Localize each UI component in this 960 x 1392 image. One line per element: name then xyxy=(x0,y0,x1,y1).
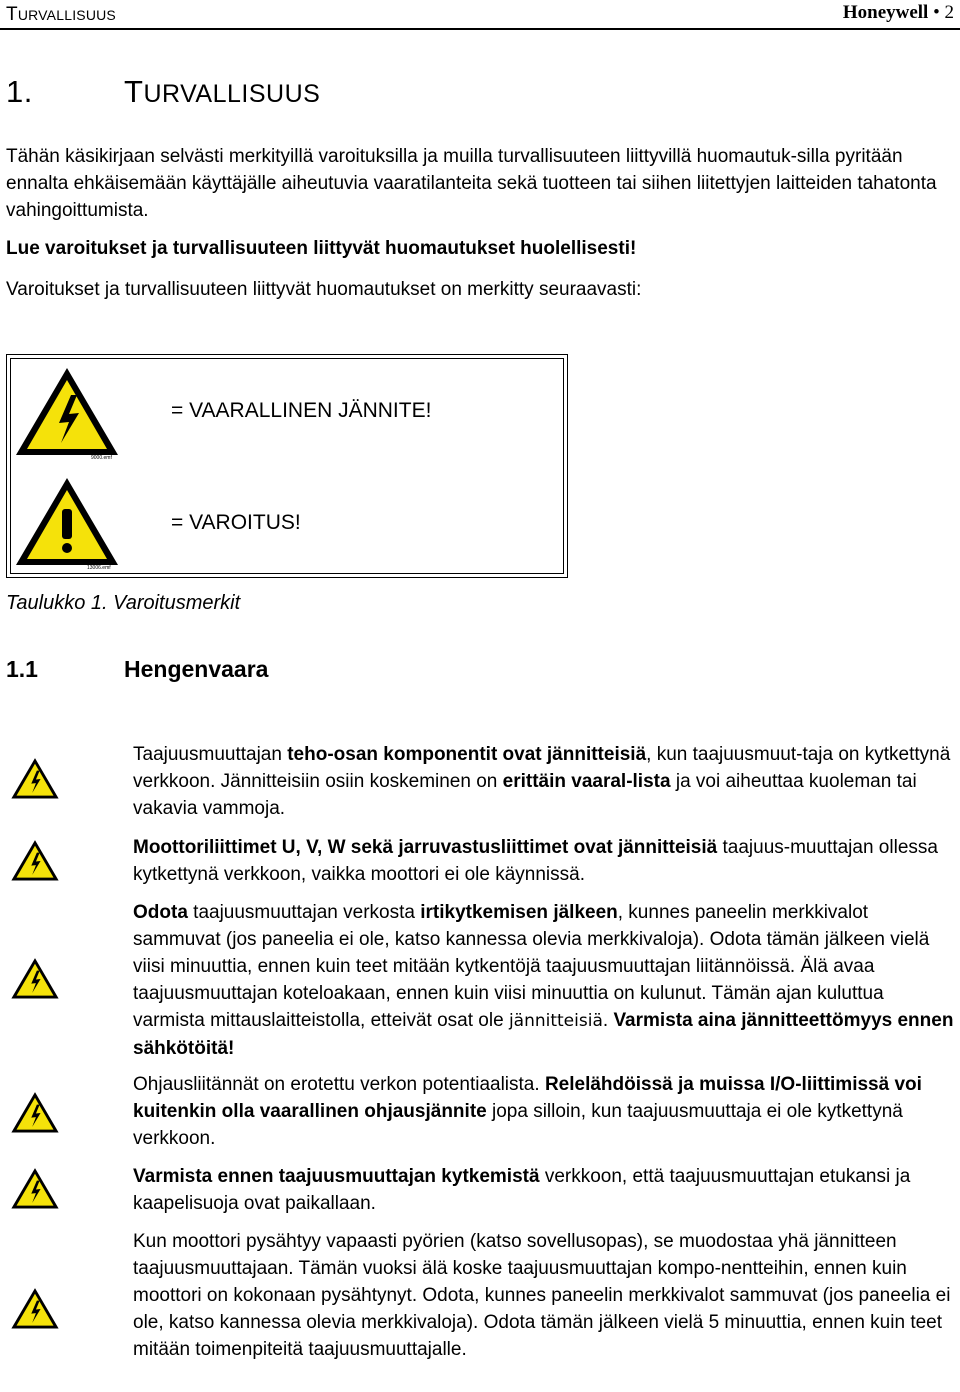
warning-block-3 xyxy=(133,899,957,1062)
header-brand-page xyxy=(843,2,954,24)
table-caption: Taulukko 1. Varoitusmerkit xyxy=(6,592,241,614)
header-section-title xyxy=(6,4,116,26)
text-run: , kunnes paneelin merkkivalot sammuvat (jos paneelia ei ole, katso kannessa olevia merkkivaloja). Odota tämän jälkeen vielä viisi minuuttia, ennen kuin teet mitään kytkentöjä taajuusmuuttajan liitännöissä. Älä avaa taajuusmuuttajan koteloakaan, ennen kuin viisi minuuttia on kulunut. Tämän ajan kuluttua varmista mittauslaitteistolla, etteivät osat ole xyxy=(133,902,930,1031)
text-run: . xyxy=(602,1010,614,1031)
high-voltage-icon xyxy=(10,956,60,1002)
warning-block-1 xyxy=(133,741,957,822)
bold-text-run: Varmista ennen taajuusmuuttajan kytkemistä xyxy=(133,1166,540,1187)
bold-text-run: Moottoriliittimet U, V, W sekä jarruvastusliittimet ovat jännitteisiä xyxy=(133,837,718,858)
warning-block-6 xyxy=(133,1228,957,1363)
subsection-heading xyxy=(6,656,268,683)
intro-marking-note: Varoitukset ja turvallisuuteen liittyvät huomautukset on merkitty seuraavasti: xyxy=(6,279,642,300)
bold-text-run: Odota xyxy=(133,902,188,923)
bold-text-run: teho-osan komponentit ovat jännitteisiä xyxy=(287,744,647,765)
text-run: jopa silloin, kun taajuusmuuttaja ei ole kytkettynä verkkoon. xyxy=(133,1101,903,1149)
intro-paragraph: Tähän käsikirjaan selvästi merkityillä varoituksilla ja muilla turvallisuuteen liittyvillä huomautuk-silla pyritään ennalta ehkäisemään käyttäjälle aiheutuvia vaaratilanteita sekä tuotteen tai siihen liitettyjen laitteiden tahatonta vahingoittumista. xyxy=(6,146,937,221)
svg-text:9000.emf: 9000.emf xyxy=(91,455,112,461)
header-title-initial: T xyxy=(6,4,18,25)
warning-block-5 xyxy=(133,1163,957,1217)
section-title-rest: URVALLISUUS xyxy=(143,80,321,108)
high-voltage-icon xyxy=(13,365,121,461)
text-run: taajuusmuuttajan verkosta xyxy=(187,902,421,923)
text-run: , kun taajuusmuut-taja on kytkettynä verkkoon. Jännitteisiin osiin koskeminen on xyxy=(133,744,951,792)
brand-logo-text: Honeywell xyxy=(842,2,929,23)
text-run: ja voi aiheuttaa kuoleman tai vakavia vammoja. xyxy=(133,771,917,819)
high-voltage-icon xyxy=(10,1090,60,1136)
header-separator: • xyxy=(933,2,940,23)
text-run: Taajuusmuuttajan xyxy=(133,744,288,765)
symbol-label-warning: = VAROITUS! xyxy=(171,511,301,534)
high-voltage-icon xyxy=(10,1286,60,1332)
text-run: taajuus-muuttajan ollessa kytkettynä verkkoon, vaikka moottori ei ole käynnissä. xyxy=(133,837,938,885)
subsection-number: 1.1 xyxy=(6,656,38,682)
bold-text-run: Relelähdöissä ja muissa I/O-liittimissä voi kuitenkin olla vaarallinen ohjausjännite xyxy=(133,1074,922,1122)
intro-bold-notice: Lue varoitukset ja turvallisuuteen liittyvät huomautukset huolellisesti! xyxy=(6,238,637,259)
warning-block-2 xyxy=(133,834,957,888)
high-voltage-icon xyxy=(10,1166,60,1212)
bold-text-run: erittäin vaaral-lista xyxy=(502,771,671,792)
text-run: Kun moottori pysähtyy vapaasti pyörien (katso sovellusopas), se muodostaa yhä jännitteen taajuusmuuttajaan. Tämän vuoksi älä koske taajuusmuuttajan kompo-nentteihin, ennen kuin moottori on kokonaan pysähtynyt. Odota, kunnes paneelin merkkivalot sammuvat (jos paneelia ei ole, katso kannessa olevia merkkivaloja). Odota tämän jälkeen vielä 5 minuuttia, ennen kuin teet mitään toimenpiteitä taajuusmuuttajalle. xyxy=(133,1231,951,1360)
warning-exclamation-icon xyxy=(13,475,121,571)
section-heading xyxy=(6,74,320,110)
bold-text-run: Varmista aina jännitteettömyys ennen sähkötöitä! xyxy=(133,1010,954,1059)
section-title-initial: T xyxy=(124,74,144,109)
bold-text-run: irtikytkemisen jälkeen xyxy=(420,902,618,923)
warning-symbols-table xyxy=(6,354,568,578)
svg-text:13006.emf: 13006.emf xyxy=(87,565,111,571)
section-number: 1. xyxy=(6,74,33,109)
high-voltage-icon xyxy=(10,756,60,802)
header-title-rest: URVALLISUUS xyxy=(17,7,116,23)
symbol-label-danger-voltage: = VAARALLINEN JÄNNITE! xyxy=(171,399,432,422)
text-run: jännitteisiä xyxy=(508,1011,603,1031)
text-run: verkkoon, että taajuusmuuttajan etukansi ja kaapelisuoja ovat paikallaan. xyxy=(133,1166,911,1214)
high-voltage-icon xyxy=(10,838,60,884)
text-run: Ohjausliitännät on erotettu verkon potentiaalista. xyxy=(133,1074,545,1095)
page-header xyxy=(0,0,960,30)
warning-block-4 xyxy=(133,1071,957,1152)
page-number: 2 xyxy=(944,2,954,23)
subsection-title: Hengenvaara xyxy=(124,656,269,682)
